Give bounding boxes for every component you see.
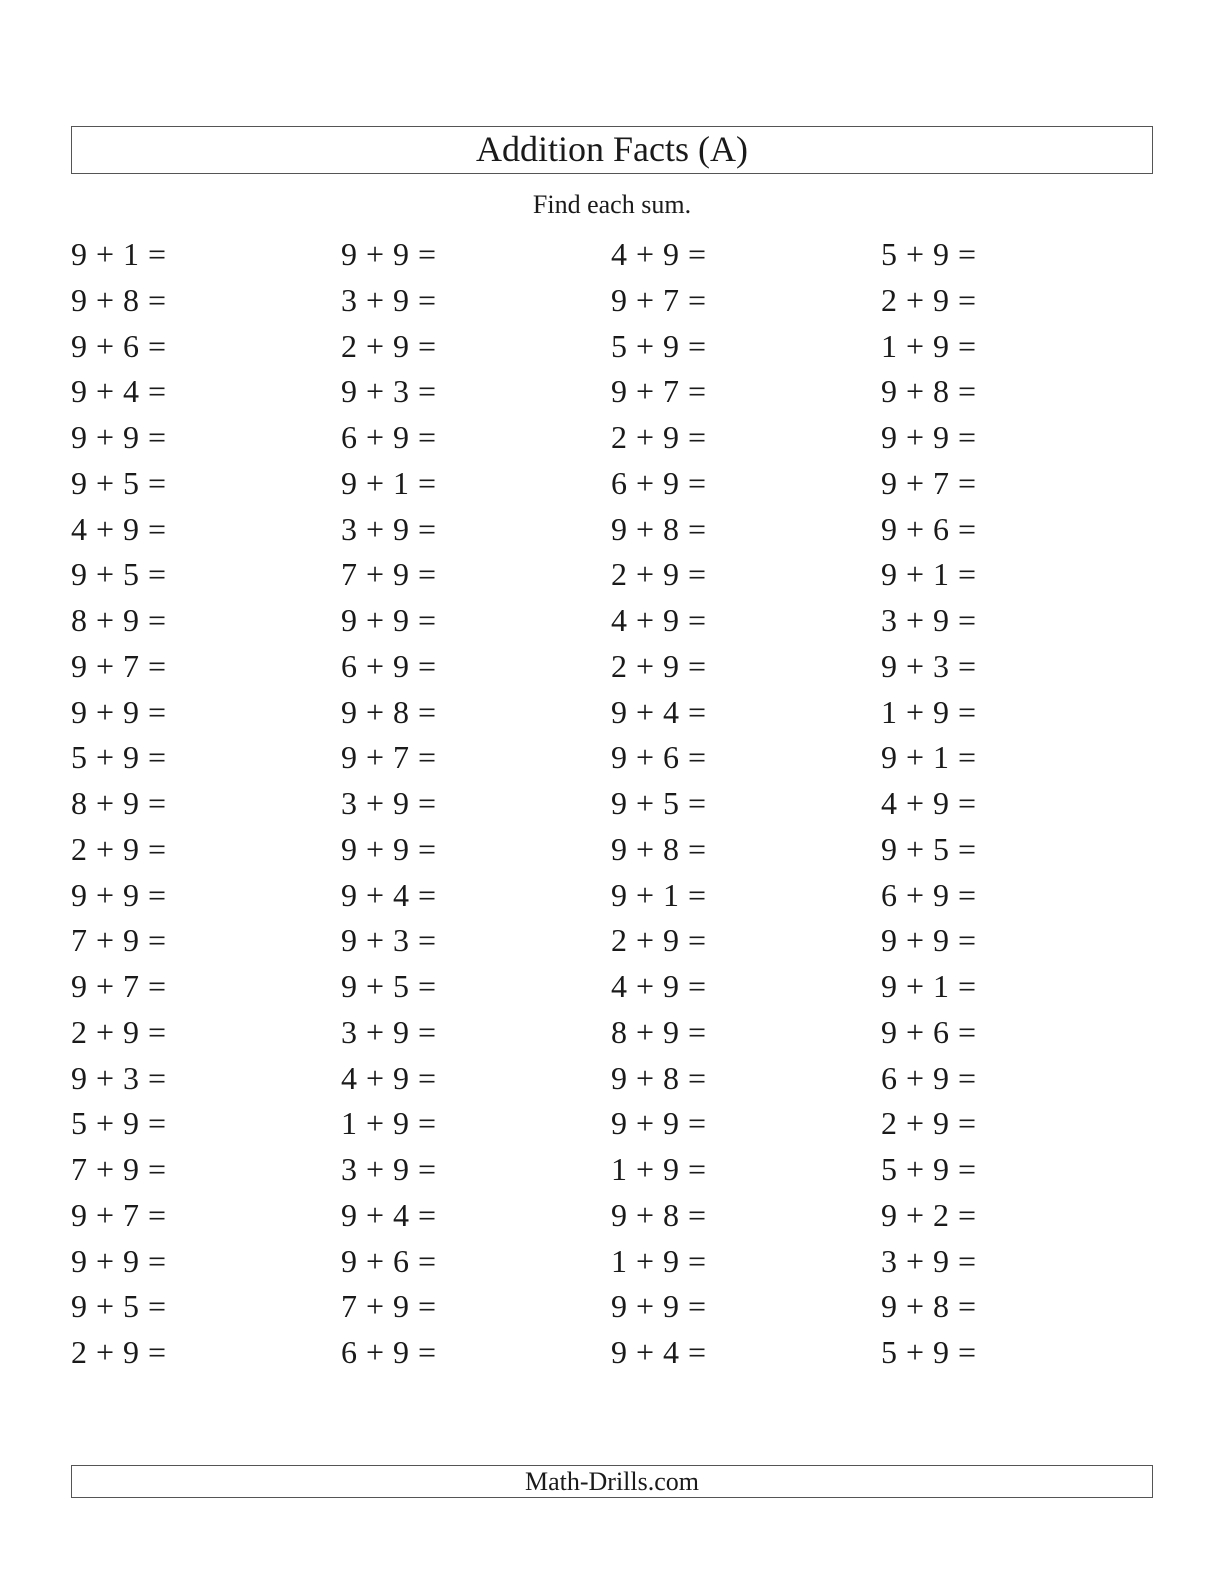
problem-item: 2 + 9 = — [611, 419, 707, 455]
problem-item: 6 + 9 = — [611, 464, 707, 501]
problem-item: 9 + 9 = — [611, 1105, 707, 1142]
problem-item: 9 + 8 = — [611, 1059, 707, 1096]
problem-item: 9 + 7 = — [341, 739, 437, 776]
problem-item: 3 + 9 = — [341, 785, 437, 821]
problem-item: 9 + 8 = — [341, 693, 437, 730]
problem-item: 9 + 9 = — [71, 693, 167, 730]
problem-item: 9 + 8 = — [611, 1196, 707, 1233]
problem-item: 9 + 9 = — [71, 1242, 167, 1279]
problem-item: 7 + 9 = — [341, 1288, 437, 1325]
problem-item: 8 + 9 = — [71, 602, 167, 638]
problem-item: 3 + 9 = — [341, 1151, 437, 1187]
problem-item: 9 + 3 = — [881, 647, 977, 684]
problem-item: 9 + 7 = — [71, 1196, 167, 1233]
problem-item: 9 + 2 = — [881, 1196, 977, 1233]
problem-item: 9 + 7 = — [611, 281, 707, 318]
problem-item: 6 + 9 = — [341, 419, 437, 455]
problem-item: 1 + 9 = — [611, 1242, 707, 1279]
problem-item: 9 + 8 = — [881, 1288, 977, 1325]
problem-item: 4 + 9 = — [611, 602, 707, 638]
problem-item: 9 + 1 = — [881, 739, 977, 776]
problem-item: 2 + 9 = — [341, 327, 437, 364]
problem-item: 7 + 9 = — [71, 1151, 167, 1187]
problem-item: 5 + 9 = — [611, 327, 707, 364]
problem-item: 5 + 9 = — [71, 739, 167, 776]
problem-item: 9 + 5 = — [341, 968, 437, 1004]
problem-item: 2 + 9 = — [71, 830, 167, 867]
problem-item: 2 + 9 = — [71, 1013, 167, 1050]
problem-item: 7 + 9 = — [71, 922, 167, 959]
problem-item: 9 + 6 = — [341, 1242, 437, 1279]
problem-item: 9 + 7 = — [881, 464, 977, 501]
problem-item: 5 + 9 = — [881, 236, 977, 272]
problem-item: 6 + 9 = — [341, 647, 437, 684]
problem-item: 9 + 7 = — [71, 647, 167, 684]
problem-item: 9 + 1 = — [881, 968, 977, 1004]
problem-item: 9 + 6 = — [611, 739, 707, 776]
problem-item: 9 + 5 = — [611, 785, 707, 821]
problem-item: 9 + 1 = — [341, 464, 437, 501]
problem-item: 9 + 3 = — [341, 922, 437, 959]
problem-item: 1 + 9 = — [881, 327, 977, 364]
problem-item: 3 + 9 = — [341, 281, 437, 318]
problem-item: 4 + 9 = — [881, 785, 977, 821]
problem-item: 9 + 8 = — [611, 830, 707, 867]
problem-item: 3 + 9 = — [341, 510, 437, 547]
page-title: Addition Facts (A) — [476, 129, 748, 169]
problem-item: 9 + 5 = — [71, 1288, 167, 1325]
problem-item: 6 + 9 = — [881, 876, 977, 913]
problem-item: 4 + 9 = — [341, 1059, 437, 1096]
problem-item: 7 + 9 = — [341, 556, 437, 593]
problem-item: 1 + 9 = — [611, 1151, 707, 1187]
problem-item: 9 + 1 = — [881, 556, 977, 593]
problem-item: 9 + 9 = — [71, 876, 167, 913]
problem-item: 9 + 5 = — [71, 464, 167, 501]
problem-item: 5 + 9 = — [881, 1151, 977, 1187]
problem-item: 5 + 9 = — [71, 1105, 167, 1142]
problem-item: 9 + 4 = — [611, 693, 707, 730]
problem-item: 9 + 9 = — [341, 236, 437, 272]
problem-item: 9 + 1 = — [71, 236, 167, 272]
problem-item: 6 + 9 = — [341, 1334, 437, 1370]
problem-item: 9 + 5 = — [881, 830, 977, 867]
problem-item: 9 + 7 = — [611, 373, 707, 410]
footer-box — [71, 1465, 1153, 1498]
title-box — [71, 126, 1153, 174]
instructions: Find each sum. — [532, 190, 692, 219]
problem-item: 9 + 4 = — [71, 373, 167, 410]
problem-item: 9 + 6 = — [881, 510, 977, 547]
problem-item: 9 + 9 = — [881, 419, 977, 455]
footer-site: Math-Drills.com — [524, 1466, 700, 1496]
problem-item: 9 + 5 = — [71, 556, 167, 593]
problem-item: 1 + 9 = — [881, 693, 977, 730]
problem-item: 9 + 8 = — [881, 373, 977, 410]
problem-item: 9 + 4 = — [611, 1334, 707, 1370]
problem-item: 3 + 9 = — [341, 1013, 437, 1050]
problem-item: 9 + 6 = — [71, 327, 167, 364]
problem-item: 2 + 9 = — [611, 556, 707, 593]
problem-item: 9 + 9 = — [341, 830, 437, 867]
problem-item: 8 + 9 = — [611, 1013, 707, 1050]
problem-item: 2 + 9 = — [71, 1334, 167, 1370]
problem-item: 4 + 9 = — [611, 968, 707, 1004]
problem-item: 9 + 9 = — [341, 602, 437, 638]
problem-item: 9 + 3 = — [341, 373, 437, 410]
problem-item: 2 + 9 = — [881, 1105, 977, 1142]
problem-item: 9 + 9 = — [71, 419, 167, 455]
problem-item: 9 + 7 = — [71, 968, 167, 1004]
problem-item: 4 + 9 = — [71, 510, 167, 547]
problem-item: 9 + 1 = — [611, 876, 707, 913]
problem-item: 5 + 9 = — [881, 1334, 977, 1370]
problem-item: 2 + 9 = — [881, 281, 977, 318]
problem-item: 9 + 4 = — [341, 1196, 437, 1233]
problem-item: 9 + 8 = — [611, 510, 707, 547]
problem-grid — [71, 232, 1153, 1376]
problem-item: 9 + 8 = — [71, 281, 167, 318]
problem-item: 9 + 9 = — [881, 922, 977, 959]
problem-item: 2 + 9 = — [611, 922, 707, 959]
problem-item: 9 + 3 = — [71, 1059, 167, 1096]
problem-item: 9 + 6 = — [881, 1013, 977, 1050]
problem-item: 2 + 9 = — [611, 647, 707, 684]
problem-item: 9 + 9 = — [611, 1288, 707, 1325]
problem-item: 6 + 9 = — [881, 1059, 977, 1096]
problem-item: 3 + 9 = — [881, 1242, 977, 1279]
problem-item: 1 + 9 = — [341, 1105, 437, 1142]
problem-item: 4 + 9 = — [611, 236, 707, 272]
problem-item: 8 + 9 = — [71, 785, 167, 821]
problem-item: 3 + 9 = — [881, 602, 977, 638]
problem-item: 9 + 4 = — [341, 876, 437, 913]
